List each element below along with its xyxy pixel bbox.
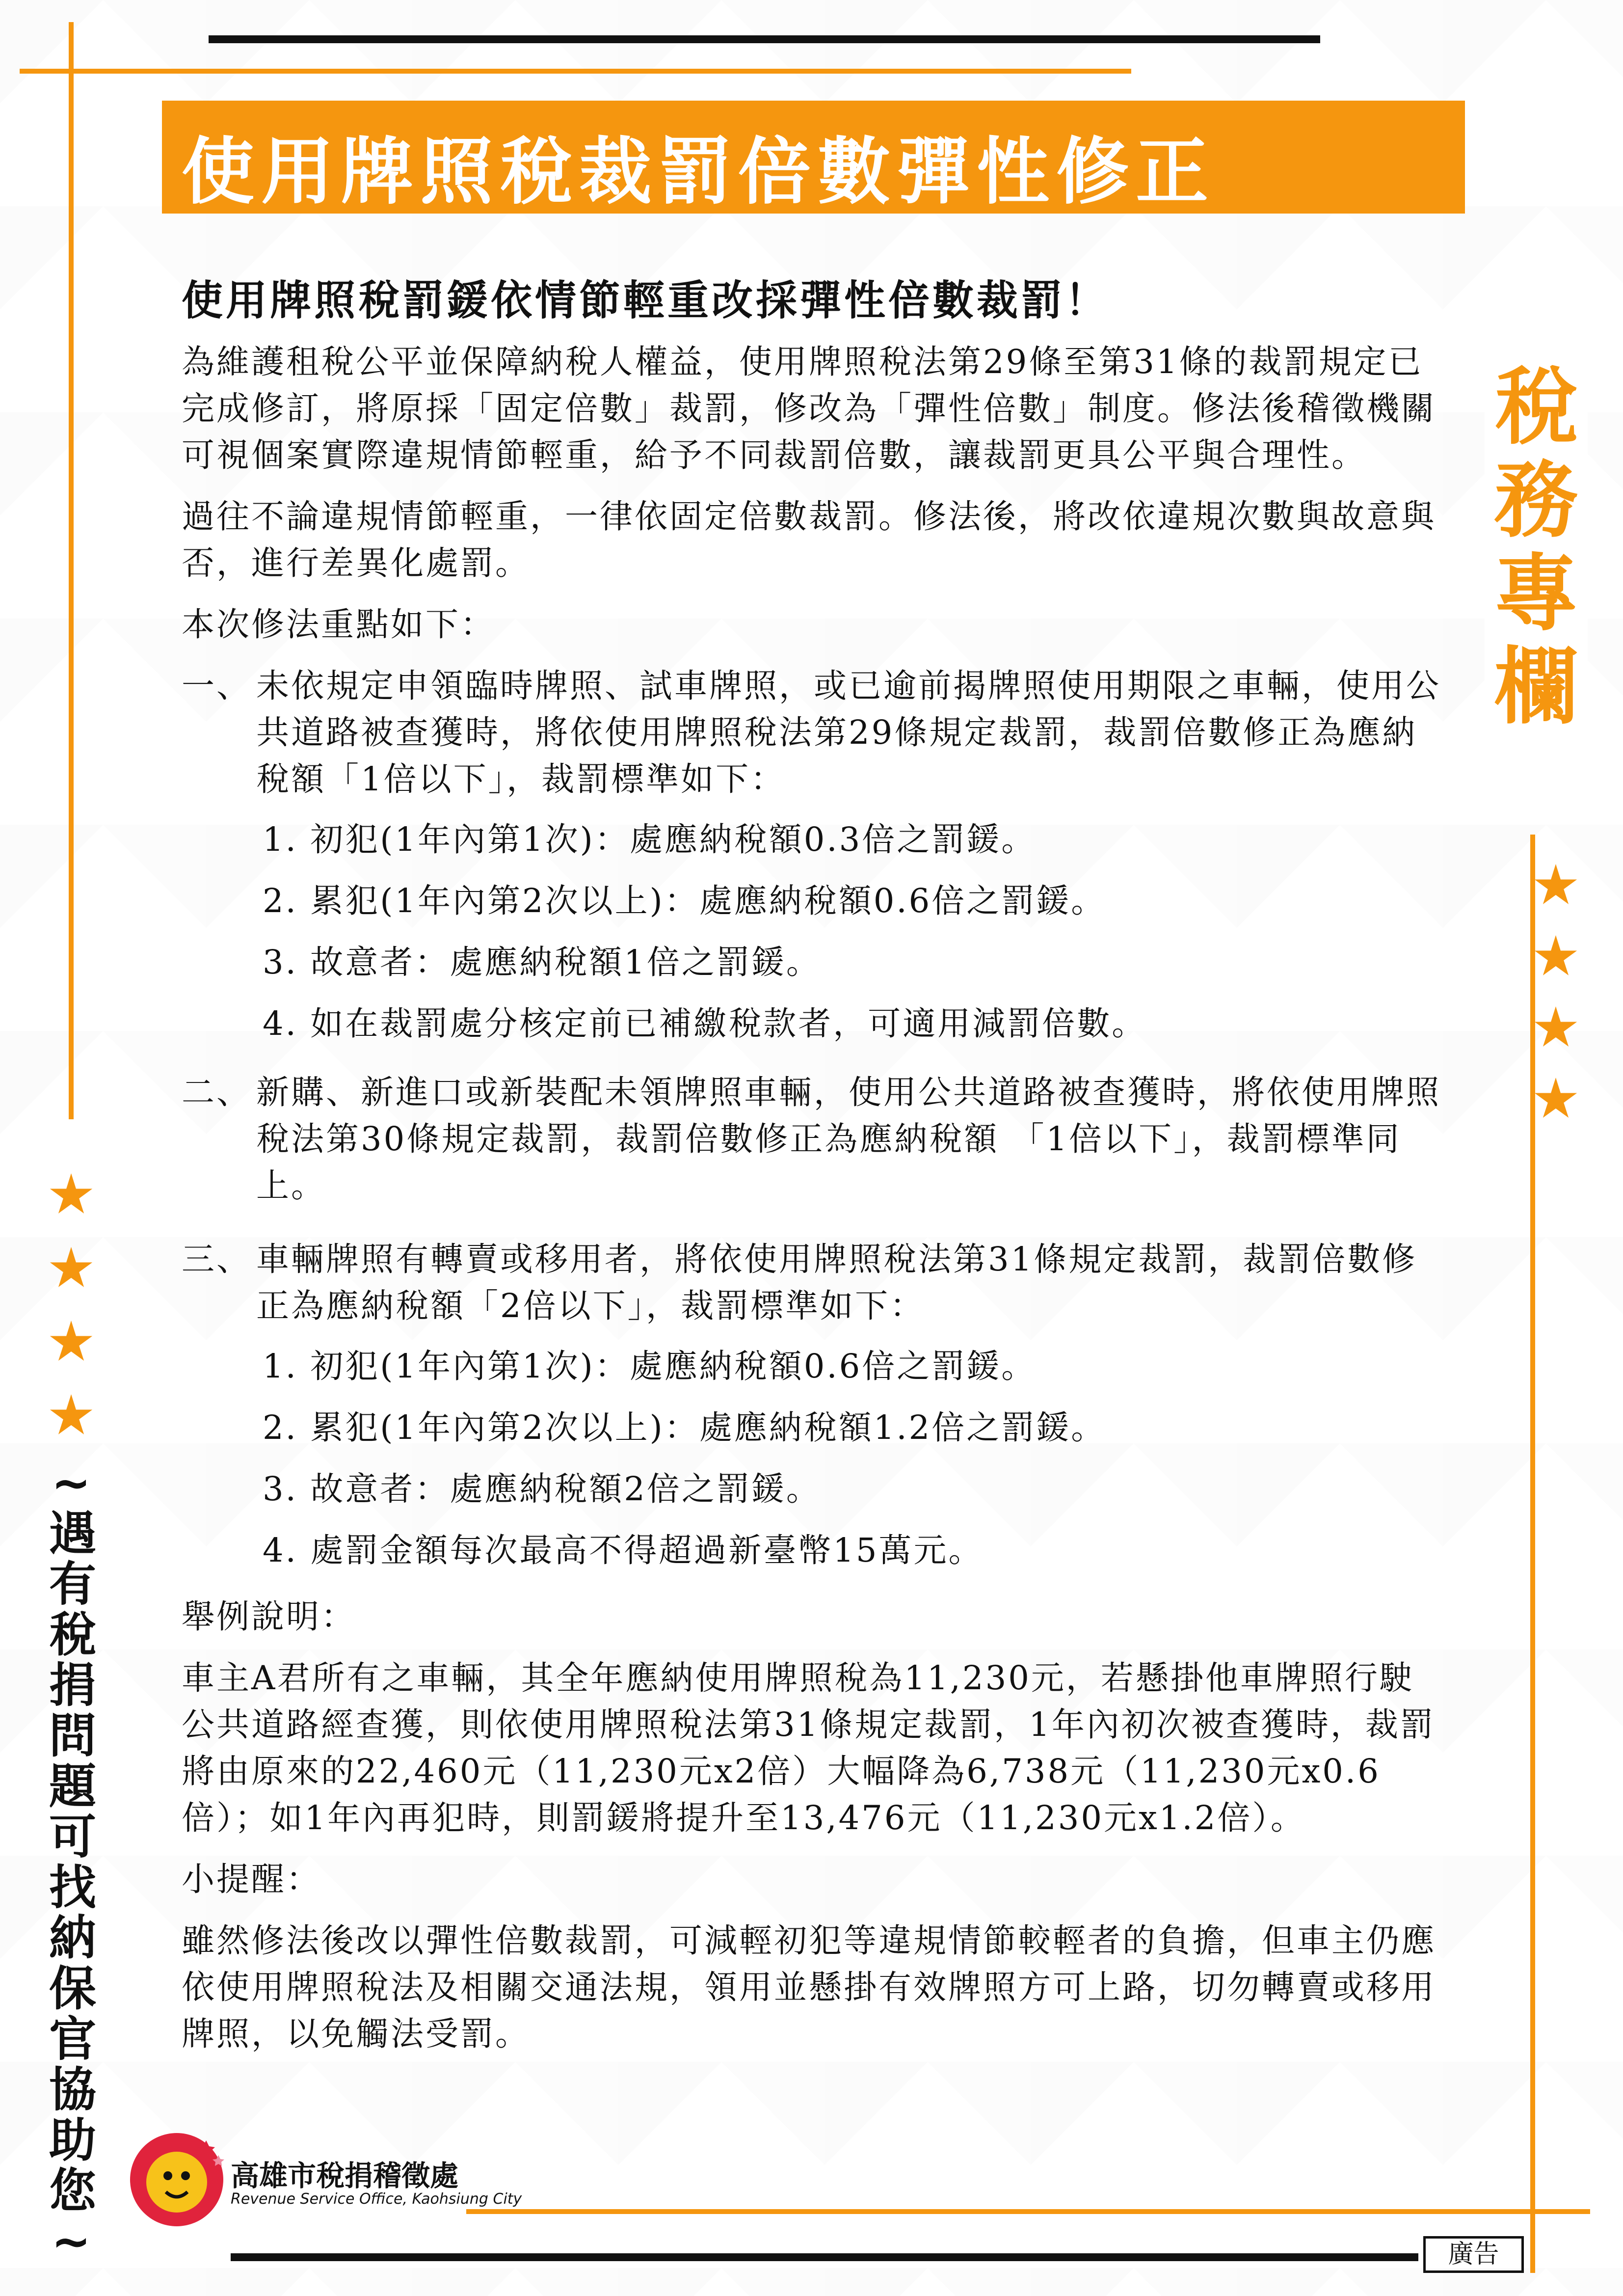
- slogan-char: ~: [51, 2214, 91, 2269]
- sub-item: 3. 故意者：處應納稅額2倍之罰鍰。: [263, 1470, 821, 1508]
- paragraph: 過往不論違規情節輕重，一律依固定倍數裁罰。修法後，將改依違規次數與故意與否，進行差異化處罰。: [182, 497, 1436, 582]
- sub-item: 3. 故意者：處應納稅額1倍之罰鍰。: [263, 943, 821, 981]
- slogan-char: 可: [49, 1810, 96, 1864]
- item-text: 車輛牌照有轉賣或移用者，將依使用牌照稅法第31條規定裁罰，裁罰倍數修正為應納稅額「2倍以下」，裁罰標準如下：: [256, 1240, 1417, 1325]
- top-orange-line: [20, 69, 1131, 74]
- sub-item: 1. 初犯(1年內第1次)：處應納稅額0.3倍之罰鍰。: [263, 820, 1037, 859]
- slogan-char: 遇: [49, 1506, 96, 1561]
- example-heading: 舉例說明：: [182, 1597, 356, 1636]
- reminder-heading: 小提醒：: [182, 1860, 321, 1898]
- top-black-line: [209, 35, 1320, 43]
- slogan-char: 找: [49, 1860, 96, 1915]
- slogan-char: 助: [49, 2113, 96, 2168]
- column-label-char: 專: [1494, 545, 1578, 643]
- vertical-slogan: [49, 1456, 96, 2269]
- column-label-char: 欄: [1494, 639, 1578, 736]
- list-item: [182, 1236, 1448, 1574]
- right-orange-line-upper: [1530, 835, 1535, 1178]
- item-text: 新購、新進口或新裝配未領牌照車輛，使用公共道路被查獲時，將依使用牌照稅法第30條規定裁罰，裁罰倍數修正為應納稅額 「1倍以下」，裁罰標準同上。: [256, 1073, 1441, 1205]
- right-orange-line-lower: [1530, 1168, 1535, 2273]
- ad-label: 廣告: [1423, 2236, 1524, 2273]
- item-number: 二、: [182, 1073, 251, 1111]
- slogan-char: 題: [49, 1759, 96, 1814]
- article-body: [182, 339, 1448, 2072]
- bottom-black-line: [231, 2253, 1418, 2261]
- slogan-char: 納: [49, 1911, 96, 1966]
- left-orange-line: [69, 22, 74, 1119]
- item-number: 一、: [182, 667, 251, 705]
- org-name: 高雄市稅捐稽徵處: [231, 2159, 459, 2192]
- sub-item: 2. 累犯(1年內第2次以上)：處應納稅額0.6倍之罰鍰。: [263, 882, 1106, 920]
- slogan-char: 保: [49, 1961, 96, 2016]
- bottom-orange-line: [466, 2209, 1590, 2214]
- example-text: 車主A君所有之車輛，其全年應納使用牌照稅為11,230元，若懸掛他車牌照行駛公共道路經查獲，則依使用牌照稅法第31條規定裁罰，1年內初次被查獲時，裁罰將由原來的22,460元（11,230元x2倍）大幅降為6,738元（11,230元x0.6倍）；如1年內再犯時，則罰鍰將提升至13,476元（11,230元x1.2倍）。: [182, 1659, 1435, 1837]
- org-name-english: Revenue Service Office, Kaohsiung City: [231, 2190, 522, 2208]
- paragraph: 為維護租稅公平並保障納稅人權益，使用牌照稅法第29條至第31條的裁罰規定已完成修訂，將原採「固定倍數」裁罰，修改為「彈性倍數」制度。修法後稽徵機關可視個案實際違規情節輕重，給予不同裁罰倍數，讓裁罰更具公平與合理性。: [182, 343, 1436, 474]
- reminder-text: 雖然修法後改以彈性倍數裁罰，可減輕初犯等違規情節較輕者的負擔，但車主仍應依使用牌照稅法及相關交通法規，領用並懸掛有效牌照方可上路，切勿轉賣或移用牌照，以免觸法受罰。: [182, 1921, 1436, 2053]
- item-text: 未依規定申領臨時牌照、試車牌照，或已逾前揭牌照使用期限之車輛，使用公共道路被查獲時，將依使用牌照稅法第29條規定裁罰，裁罰倍數修正為應納稅額「1倍以下」，裁罰標準如下：: [256, 667, 1441, 798]
- slogan-char: ~: [51, 1456, 91, 1511]
- sub-item: 4. 處罰金額每次最高不得超過新臺幣15萬元。: [263, 1531, 984, 1569]
- sub-item: 2. 累犯(1年內第2次以上)：處應納稅額1.2倍之罰鍰。: [263, 1408, 1106, 1447]
- slogan-char: 問: [49, 1708, 96, 1763]
- column-label-char: 務: [1494, 452, 1578, 549]
- slogan-char: 捐: [49, 1658, 96, 1713]
- slogan-char: 您: [49, 2163, 96, 2218]
- list-item: [182, 1069, 1448, 1209]
- slogan-char: 有: [49, 1557, 96, 1612]
- item-number: 三、: [182, 1240, 251, 1278]
- column-label: [1485, 361, 1588, 734]
- slogan-char: 稅: [49, 1607, 96, 1662]
- sub-item: 4. 如在裁罰處分核定前已補繳稅款者，可適用減罰倍數。: [263, 1004, 1147, 1043]
- paragraph: 本次修法重點如下：: [182, 605, 495, 644]
- mascot-logo-icon: [123, 2121, 236, 2234]
- list-item: [182, 663, 1448, 1047]
- slogan-char: 官: [49, 2012, 96, 2067]
- subtitle: 使用牌照稅罰鍰依情節輕重改採彈性倍數裁罰！: [182, 276, 1110, 324]
- slogan-char: 協: [49, 2062, 96, 2117]
- column-label-char: 稅: [1494, 359, 1578, 456]
- sub-item: 1. 初犯(1年內第1次)：處應納稅額0.6倍之罰鍰。: [263, 1347, 1037, 1385]
- page-title: 使用牌照稅裁罰倍數彈性修正: [182, 130, 1215, 214]
